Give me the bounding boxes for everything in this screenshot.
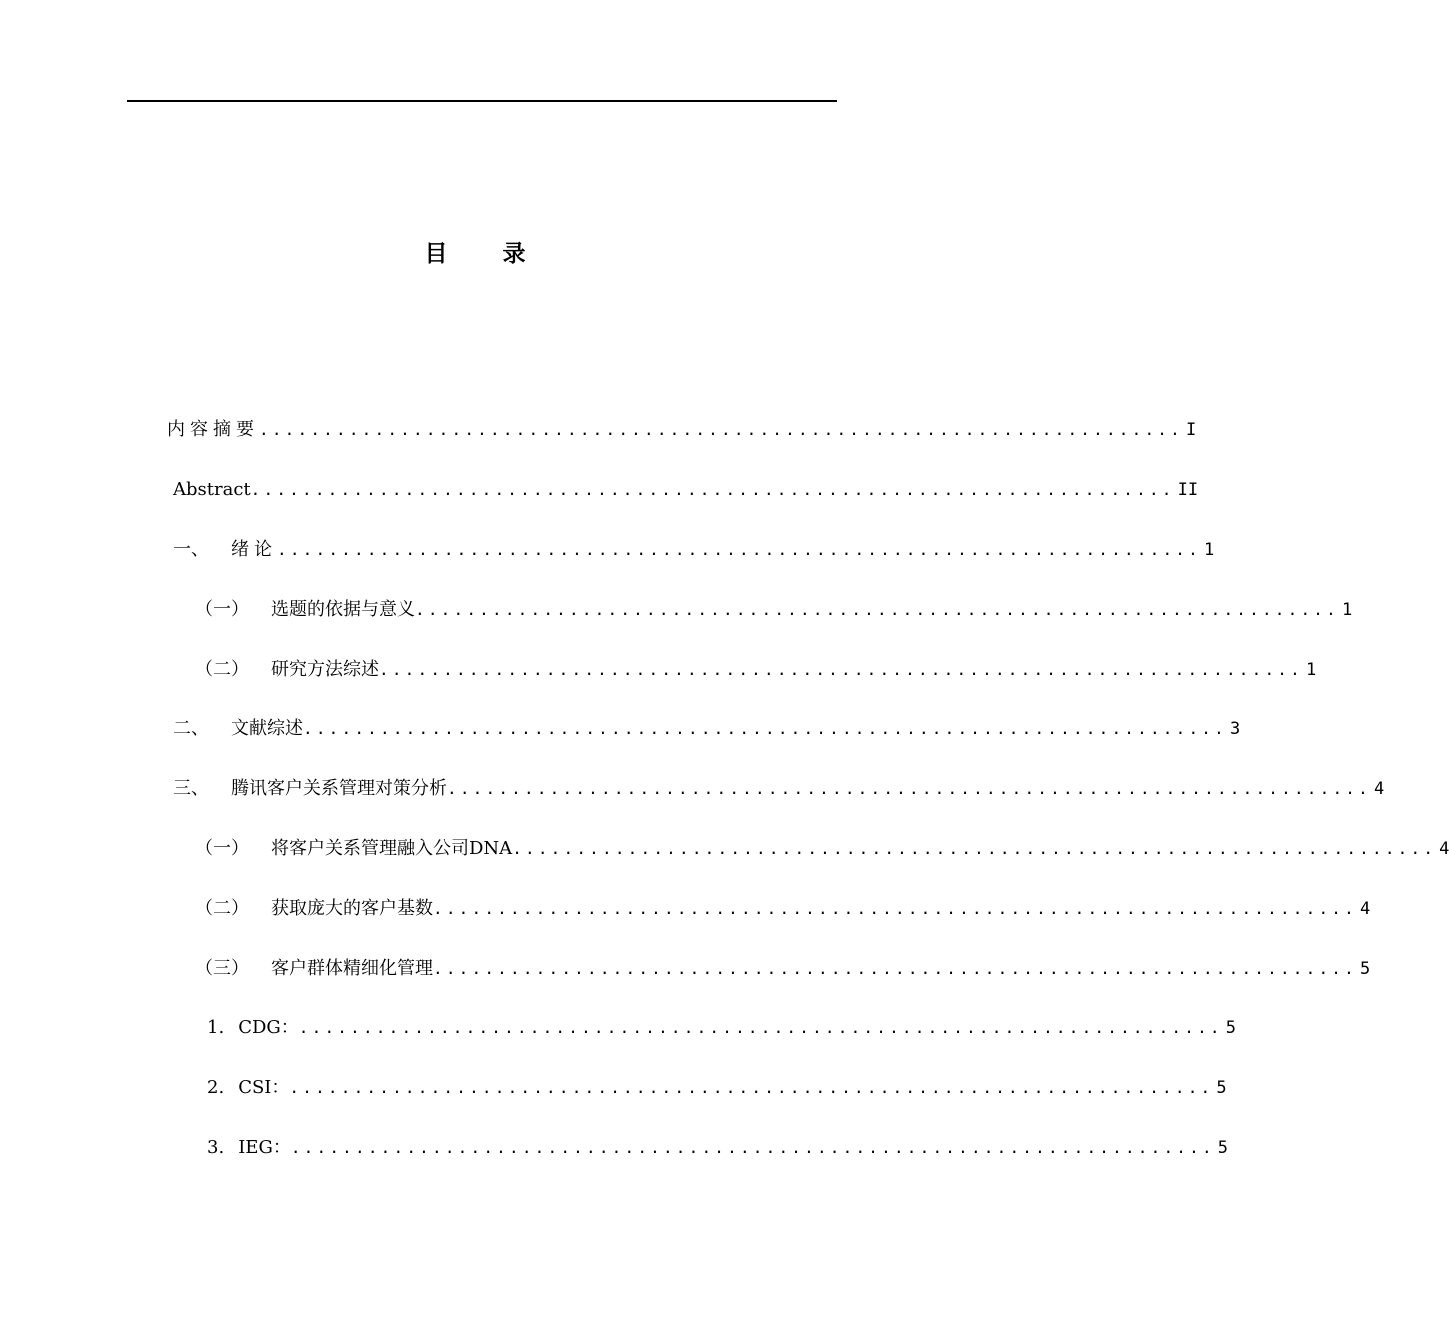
toc-entry-label: CSI： — [238, 1077, 290, 1098]
toc-entry-number: （二） — [195, 659, 249, 680]
toc-entry[interactable] — [207, 1072, 1227, 1100]
toc-leader-dots: ........................................................................ — [433, 899, 1357, 918]
toc-entry-label: 腾讯客户关系管理对策分析 — [231, 778, 447, 799]
title-char-1: 目 — [424, 240, 448, 267]
toc-leader-dots: ........................................................................ — [379, 660, 1303, 679]
toc-entry[interactable] — [195, 833, 1449, 861]
title-char-2: 录 — [502, 240, 526, 267]
toc-entry-number: （二） — [195, 898, 249, 919]
toc-entry-page: II — [1177, 480, 1199, 500]
toc-leader-dots: ........................................................................ — [259, 420, 1183, 439]
toc-entry-page: 3 — [1229, 719, 1241, 739]
toc-entry-number: 三、 — [173, 778, 209, 799]
toc-entry[interactable] — [195, 654, 1317, 682]
toc-entry-label: CDG： — [238, 1017, 299, 1038]
toc-leader-dots: ........................................................................ — [289, 1078, 1214, 1097]
toc-entry-label: IEG： — [238, 1137, 291, 1158]
toc-entry-page: 5 — [1216, 1078, 1227, 1098]
toc-leader-dots: ........................................................................ — [290, 1138, 1215, 1157]
toc-leader-dots: ........................................................................ — [303, 719, 1227, 738]
toc-entry-page: 5 — [1359, 959, 1371, 979]
toc-leader-dots: ........................................................................ — [250, 480, 1175, 499]
toc-entry-page: 5 — [1225, 1018, 1236, 1038]
toc-leader-dots: ........................................................................ — [298, 1018, 1223, 1037]
toc-entry-number: 2. — [207, 1077, 225, 1098]
toc-entry-number: 一、 — [173, 539, 209, 560]
toc-entry[interactable] — [195, 893, 1371, 921]
toc-entry[interactable] — [195, 953, 1371, 981]
toc-entry-label: 绪论 — [231, 539, 277, 560]
toc-leader-dots: ........................................................................ — [277, 540, 1201, 559]
toc-entry-page: 4 — [1439, 839, 1449, 859]
toc-entry-label: Abstract — [173, 479, 251, 500]
toc-entry[interactable] — [195, 594, 1353, 622]
toc-entry-number: 1. — [207, 1017, 225, 1038]
toc-entry[interactable] — [207, 1012, 1236, 1040]
toc-entry-label: 获取庞大的客户基数 — [271, 898, 433, 919]
toc-entry-number: （一） — [195, 599, 249, 620]
toc-entry-page: 4 — [1359, 899, 1371, 919]
toc-entry-page: 1 — [1305, 660, 1317, 680]
toc-entry-number: 3. — [207, 1137, 225, 1158]
toc-entry-label: 将客户关系管理融入公司DNA — [271, 838, 513, 859]
toc-entry[interactable] — [173, 534, 1215, 562]
toc-leader-dots: ........................................................................ — [415, 600, 1339, 619]
toc-entry[interactable] — [207, 1132, 1229, 1160]
toc-entry-page: 5 — [1217, 1138, 1229, 1158]
toc-leader-dots: ........................................................................ — [512, 839, 1437, 858]
toc-entry-page: I — [1185, 420, 1197, 440]
toc-entry[interactable] — [173, 713, 1241, 741]
toc-entry-label: 内容摘要 — [167, 419, 259, 440]
toc-entry-page: 4 — [1373, 779, 1385, 799]
toc-entry-label: 研究方法综述 — [271, 659, 379, 680]
toc-leader-dots: ........................................................................ — [447, 779, 1371, 798]
toc-entry-label: 客户群体精细化管理 — [271, 958, 433, 979]
toc-entry-label: 文献综述 — [231, 718, 303, 739]
toc-leader-dots: ........................................................................ — [433, 959, 1357, 978]
toc-entry-page: 1 — [1341, 600, 1353, 620]
toc-entry-number: （一） — [195, 838, 249, 859]
toc-entry[interactable] — [173, 474, 1199, 502]
toc-entry-number: （三） — [195, 958, 249, 979]
toc-entry-page: 1 — [1203, 540, 1215, 560]
toc-entry[interactable] — [167, 414, 1197, 442]
toc-entry[interactable] — [173, 773, 1385, 801]
toc-entry-label: 选题的依据与意义 — [271, 599, 415, 620]
toc-entry-number: 二、 — [173, 718, 209, 739]
